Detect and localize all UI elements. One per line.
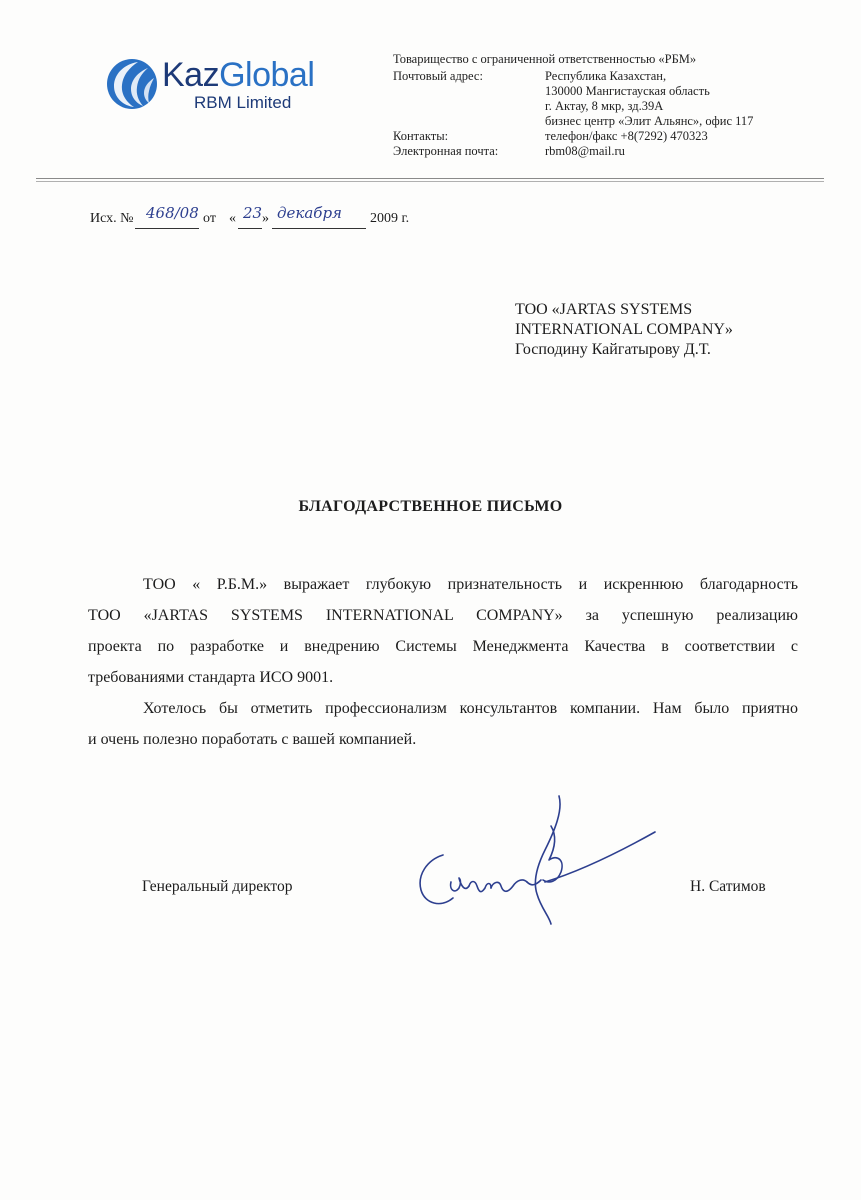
addressee-line: INTERNATIONAL COMPANY» [515,321,733,338]
ref-number-underline [135,228,199,229]
body-line: ТОО «JARTAS SYSTEMS INTERNATIONAL COMPANY» за успешную реализацию [88,607,798,624]
logo-brand-name: KazGlobal [162,56,315,94]
logo-subtitle: RBM Limited [194,93,292,112]
header-company-name: Товарищество с ограниченной ответственностью «РБМ» [393,52,697,66]
handwritten-signature [405,790,665,940]
ref-day-underline [238,228,262,229]
header-email-value: rbm08@mail.ru [545,144,625,158]
ref-year: 2009 г. [370,211,410,226]
body-line: требованиями стандарта ИСО 9001. [88,669,334,686]
header-divider [36,178,824,179]
ref-quote-open: « [229,211,236,226]
signatory-role: Генеральный директор [142,878,293,895]
header-postal-line: г. Актау, 8 мкр, зд.39А [545,99,664,113]
header-contacts-value: телефон/факс +8(7292) 470323 [545,129,708,143]
ref-month-underline [272,228,366,229]
ref-month-handwritten: декабря [277,204,342,222]
header-email-label: Электронная почта: [393,144,499,158]
kazglobal-logo-mark-icon [104,54,160,114]
company-logo [104,54,344,118]
body-line: и очень полезно поработать с вашей компанией. [88,731,417,748]
ref-from: от [203,211,216,226]
body-line: проекта по разработке и внедрению Системы Менеджмента Качества в соответствии с [88,638,798,655]
body-line: ТОО « Р.Б.М.» выражает глубокую признательность и искреннюю благодарность [143,576,798,593]
header-postal-line: бизнес центр «Элит Альянс», офис 117 [545,114,754,128]
ref-prefix: Исх. № [90,211,134,226]
addressee-line: ТОО «JARTAS SYSTEMS [515,301,693,318]
signatory-name: Н. Сатимов [690,878,766,895]
letter-title: БЛАГОДАРСТВЕННОЕ ПИСЬМО [298,498,563,515]
header-postal-line: Республика Казахстан, [545,69,667,83]
header-divider [36,181,824,182]
header-postal-line: 130000 Мангистауская область [545,84,710,98]
ref-quote-close: » [262,211,269,226]
ref-number-handwritten: 468/08 [146,204,199,222]
ref-day-handwritten: 23 [243,204,263,222]
body-line: Хотелось бы отметить профессионализм консультантов компании. Нам было приятно [143,700,798,717]
header-contacts-label: Контакты: [393,129,449,143]
addressee-line: Господину Кайгатырову Д.Т. [515,341,711,358]
header-postal-label: Почтовый адрес: [393,69,483,83]
